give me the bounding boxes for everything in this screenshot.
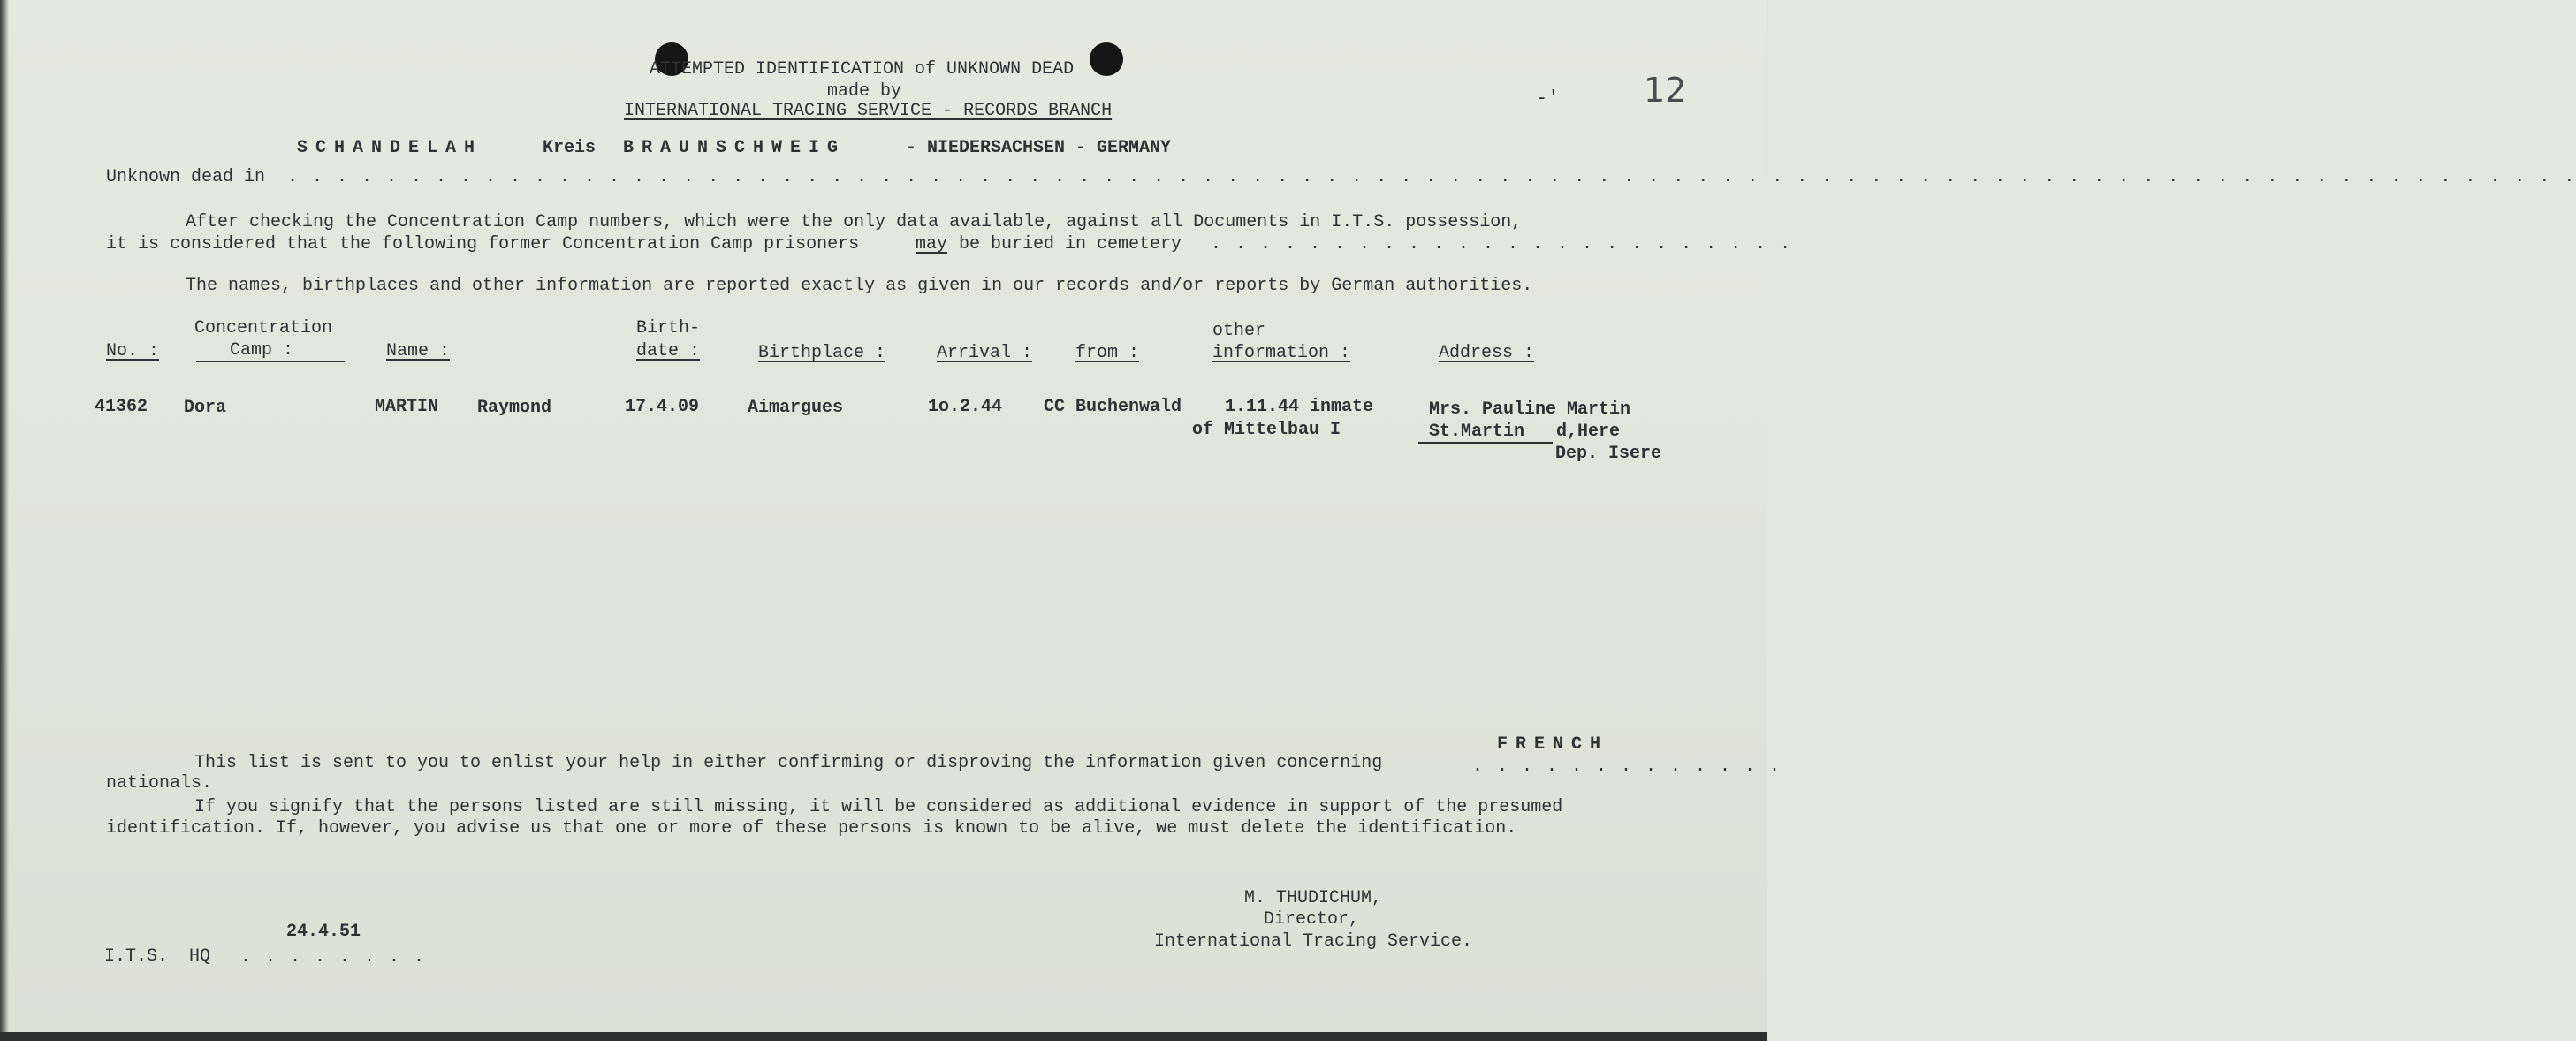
row-arrival: 1o.2.44 (928, 397, 1003, 417)
cemetery-dotted-line: . . . . . . . . . . . . . . . . . . . . . . . . (1211, 234, 1793, 255)
intro-line-1: After checking the Concentration Camp numbers, which were the only data available, against all Documents in I.T.S. possession, (186, 212, 1523, 232)
unknown-dead-dotted-line: . . . . . . . . . . . . . . . . . . . . . . . . . . . . . . . . . . . . . . . . . . . . . . . . . . . . . . . . . . . . . . . . . . . . . . . . . . . . . . . . . . . . . . . . . . . . . (287, 167, 2576, 187)
row-other-line-2: of Mittelbau I (1192, 420, 1341, 440)
row-address-line-2a: St.Martin (1429, 422, 1525, 442)
row-from: CC Buchenwald (1044, 397, 1182, 417)
made-by-label: made by (827, 81, 902, 102)
row-firstname: Raymond (477, 398, 552, 418)
header-name: Name : (386, 341, 451, 361)
row-no: 41362 (95, 397, 148, 417)
header-arrival: Arrival : (937, 343, 1033, 363)
document-title: ATTEMPTED IDENTIFICATION of UNKNOWN DEAD (650, 59, 1075, 80)
location-kreis: Kreis (543, 138, 597, 158)
header-birthdate-top: Birth- (636, 318, 701, 338)
paragraph-1-line-1: This list is sent to you to enlist your help in either confirming or disproving the information given concerning (194, 753, 1383, 773)
its-hq-label: I.T.S. HQ (104, 946, 211, 967)
its-hq-dotted-line: . . . . . . . . (240, 947, 427, 968)
row-birthplace: Aimargues (748, 398, 844, 418)
unknown-dead-label: Unknown dead in (106, 167, 266, 187)
row-birthdate: 17.4.09 (625, 397, 700, 417)
row-camp: Dora (184, 398, 227, 418)
organization-heading: INTERNATIONAL TRACING SERVICE - RECORDS BRANCH (624, 101, 1113, 121)
header-birthdate: date : (636, 341, 701, 361)
signatory-title: Director, (1264, 909, 1360, 930)
row-other-line-1: 1.11.44 inmate (1225, 397, 1374, 417)
page-number: 12 (1644, 71, 1687, 110)
header-other-top: other (1212, 321, 1266, 341)
row-address-line-3: Dep. Isere (1555, 444, 1662, 464)
nationality-dotted-line: . . . . . . . . . . . . . (1472, 756, 1782, 777)
page-mark: -' (1536, 87, 1560, 110)
header-from: from : (1075, 343, 1140, 363)
paragraph-1-line-2: nationals. (106, 773, 213, 794)
intro-line-2-start: it is considered that the following former Concentration Camp prisoners (106, 234, 860, 255)
scan-left-edge (0, 0, 9, 1041)
scan-bottom-edge (0, 1032, 1767, 1041)
signatory-name: M. THUDICHUM, (1244, 888, 1383, 908)
records-note: The names, birthplaces and other information are reported exactly as given in our records and/or reports by German authorities. (186, 276, 1533, 296)
document-date: 24.4.51 (286, 922, 361, 942)
header-camp-top: Concentration (194, 318, 333, 338)
row-address-line-1: Mrs. Pauline Martin (1429, 399, 1631, 420)
paragraph-2-line-2: identification. If, however, you advise us that one or more of these persons is known to be alive, we must delete the identification. (106, 818, 1517, 839)
address-underline (1418, 442, 1553, 444)
paragraph-2-line-1: If you signify that the persons listed are still missing, it will be considered as additional evidence in support of the presumed (194, 797, 1563, 817)
location-region: - NIEDERSACHSEN - GERMANY (906, 138, 1172, 158)
header-camp: Camp : (230, 340, 294, 361)
nationality-label: FRENCH (1497, 734, 1609, 755)
intro-line-2-end: be buried in cemetery (959, 234, 1182, 255)
header-birthplace: Birthplace : (758, 343, 886, 363)
signatory-organization: International Tracing Service. (1154, 931, 1473, 952)
header-address: Address : (1439, 343, 1535, 363)
header-no: No. : (106, 341, 160, 361)
header-camp-underline (196, 361, 345, 362)
row-surname: MARTIN (375, 397, 439, 417)
location-district: BRAUNSCHWEIG (623, 138, 847, 158)
location-place: SCHANDELAH (297, 138, 483, 158)
header-other: information : (1212, 343, 1351, 363)
intro-line-2-may: may (916, 234, 948, 255)
row-address-line-2b: d,Here (1556, 422, 1621, 442)
punch-hole-right (1090, 42, 1123, 76)
